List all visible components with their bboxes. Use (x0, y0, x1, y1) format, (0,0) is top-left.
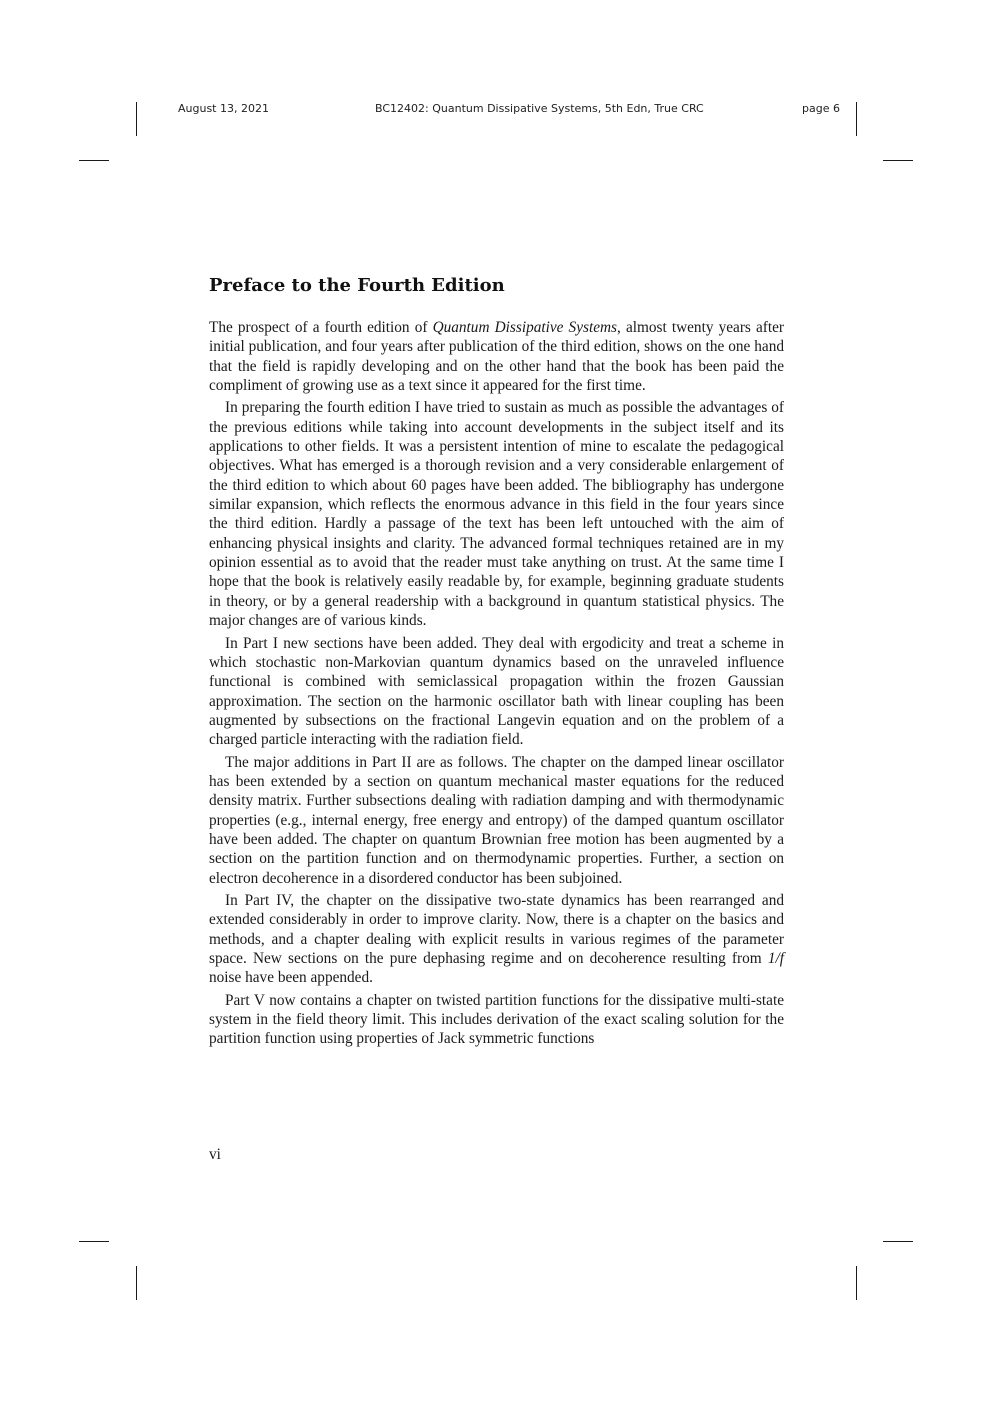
crop-mark-bottom-left-vertical (136, 1266, 137, 1300)
paragraph-2: In preparing the fourth edition I have tried to sustain as much as possible the advantages of the previous editions while taking into account developments in the subject itself and its applications to other fields. It was a persistent intention of mine to escalate the pedagogical objectives. What has emerged is a thorough revision and a very considerable enlargement of the third edition to which about 60 pages have been added. The bibliography has undergone similar expansion, which reflects the enormous advance in this field in the four years since the third edition. Hardly a passage of the text has been left untouched with the aim of enhancing physical insights and clarity. The advanced formal techniques retained are in my opinion essential as to avoid that the reader must take anything on trust. At the same time I hope that the book is relatively easily readable by, for example, beginning graduate students in theory, or by a general readership with a background in quantum statistical physics. The major changes are of various kinds. (209, 399, 784, 630)
inline-math: 1/f (767, 950, 784, 967)
paragraph-5-text-b: noise have been appended. (209, 969, 373, 987)
crop-mark-bottom-right-horizontal (883, 1241, 913, 1242)
page-folio: vi (209, 1146, 221, 1163)
crop-mark-bottom-right-vertical (856, 1266, 857, 1300)
header-date: August 13, 2021 (178, 102, 269, 115)
paragraph-1 (209, 318, 784, 395)
paragraph-1-text-b: , almost twenty years after initial publication, and four years after publication of the third edition, shows on the one hand that the field is rapidly developing and on the other hand that the book has been paid the compliment of growing use as a text since it appeared for the first time. (209, 319, 784, 395)
crop-mark-top-left-vertical (136, 102, 137, 136)
section-heading: Preface to the Fourth Edition (209, 275, 505, 296)
crop-mark-top-left-horizontal (79, 160, 109, 161)
paragraph-6: Part V now contains a chapter on twisted partition functions for the dissipative multi-state system in the field theory limit. This includes derivation of the exact scaling solution for the partition function using properties of Jack symmetric functions (209, 991, 784, 1048)
book-title: Quantum Dissipative Systems (432, 319, 617, 336)
paragraph-5 (209, 891, 784, 988)
paragraph-3: In Part I new sections have been added. They deal with ergodicity and treat a scheme in which stochastic non-Markovian quantum dynamics based on the unraveled influence functional is combined with semiclassical propagation within the frozen Gaussian approximation. The section on the harmonic oscillator bath with linear coupling has been augmented by subsections on the fractional Langevin equation and on the problem of a charged particle interacting with the radiation field. (209, 634, 784, 749)
paragraph-4: The major additions in Part II are as follows. The chapter on the damped linear oscillator has been extended by a section on quantum mechanical master equations for the reduced density matrix. Further subsections dealing with radiation damping and with thermodynamic properties (e.g., internal energy, free energy and entropy) of the damped quantum oscillator have been added. The chapter on quantum Brownian free motion has been augmented by a section on the partition function and on thermodynamic properties. Further, a section on electron decoherence in a disordered conductor has been subjoined. (209, 753, 784, 887)
header-page-number: page 6 (802, 102, 840, 115)
crop-mark-bottom-left-horizontal (79, 1241, 109, 1242)
body-text (209, 318, 784, 1052)
crop-mark-top-right-vertical (856, 102, 857, 136)
paragraph-5-text-a: In Part IV, the chapter on the dissipative two-state dynamics has been rearranged and extended considerably in order to improve clarity. Now, there is a chapter on the basics and methods, and a chapter dealing with explicit results in various regimes of the parameter space. New sections on the pure dephasing regime and on decoherence resulting from (209, 891, 784, 967)
header-title: BC12402: Quantum Dissipative Systems, 5th Edn, True CRC (375, 102, 704, 115)
paragraph-1-text-a: The prospect of a fourth edition of (209, 319, 433, 336)
crop-mark-top-right-horizontal (883, 160, 913, 161)
